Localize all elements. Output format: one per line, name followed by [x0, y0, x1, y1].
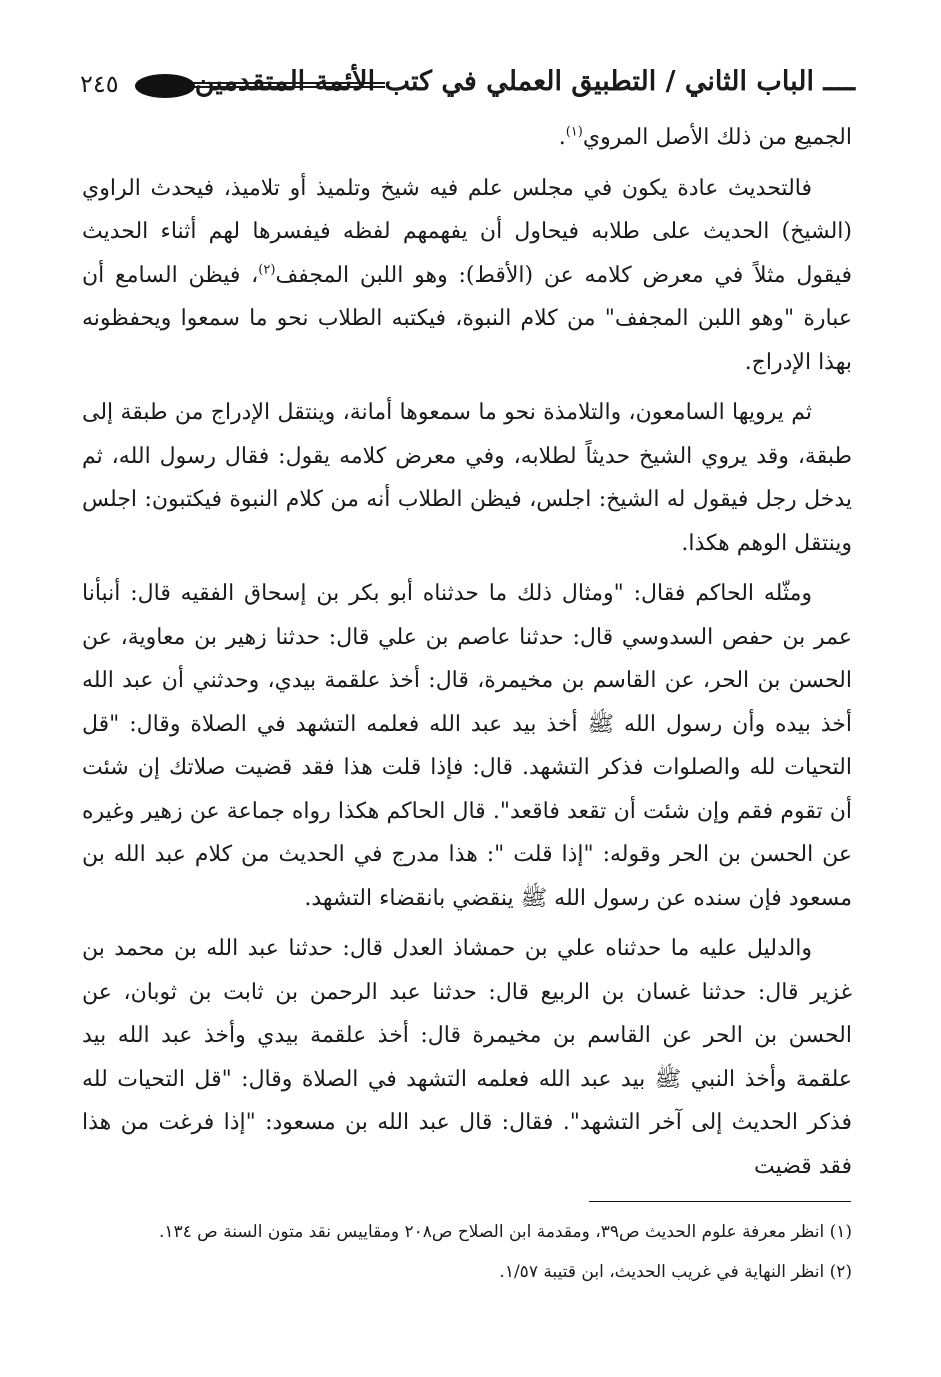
- footnote-1: (١) انظر معرفة علوم الحديث ص٣٩، ومقدمة ابن الصلاح ص٢٠٨ ومقاييس نقد متون السنة ص ١٣٤.: [158, 1222, 852, 1242]
- footnote-ref-2[interactable]: (٢): [258, 262, 276, 278]
- footnote-2: (٢) انظر النهاية في غريب الحديث، ابن قتيبة ١/٥٧.: [499, 1262, 852, 1282]
- paragraph-2-tail: ، فيظن السامع أن عبارة "وهو اللبن المجفف" من كلام النبوة، فيكتبه الطلاب نحو ما سمعوا ويحفظونه بهذا الإدراج.: [82, 262, 852, 375]
- paragraph-1-tail: .: [558, 125, 566, 150]
- running-header: [80, 62, 855, 112]
- page-number: ٢٤٥: [80, 70, 119, 98]
- paragraph-5: والدليل عليه ما حدثناه علي بن حمشاذ العدل قال: حدثنا عبد الله بن محمد بن غزير قال: حدثنا غسان بن الربيع قال: حدثنا عبد الرحمن بن ثابت بن ثوبان، عن الحسن بن الحر عن القاسم بن مخيمرة قال: أخذ علقمة بيدي وأخذ عبد الله بيد علقمة وأخذ النبي ﷺ بيد عبد الله فعلمه التشهد في الصلاة وقال: "قل التحيات لله فذكر الحديث إلى آخر التشهد". فقال: قال عبد الله بن مسعود: "إذا فرغت من هذا فقد قضيت: [82, 936, 852, 1179]
- chapter-title: ــــ الباب الثاني / التطبيق العملي في كتب الأئمة المتقدمين: [194, 66, 855, 97]
- paragraph-2: [82, 167, 852, 385]
- footnote-ref-1[interactable]: (١): [565, 124, 583, 140]
- footnotes: [82, 1214, 852, 1294]
- paragraph-2-text: فالتحديث عادة يكون في مجلس علم فيه شيخ وتلميذ أو تلاميذ، فيحدث الراوي (الشيخ) الحديث على طلابه فيحاول أن يفهمهم لفظه فيفسرها لهم أثناء الحديث فيقول مثلاً في معرض كلامه عن (الأقط): وهو اللبن المجفف: [82, 175, 853, 288]
- footnote-separator: [589, 1201, 851, 1202]
- paragraph-1-text: الجميع من ذلك الأصل المروي: [582, 125, 852, 150]
- paragraph-4: ومثّله الحاكم فقال: "ومثال ذلك ما حدثناه أبو بكر بن إسحاق الفقيه قال: أنبأنا عمر بن حفص السدوسي قال: حدثنا عاصم بن علي قال: حدثنا زهير بن معاوية، عن الحسن بن الحر، عن القاسم بن مخيمرة، قال: أخذ علقمة بيدي، وحدثني أن عبد الله أخذ بيده وأن رسول الله ﷺ أخذ بيد عبد الله فعلمه التشهد في الصلاة وقال: "قل التحيات لله والصلوات فذكر التشهد. قال: فإذا قلت هذا فقد قضيت صلاتك إن شئت أن تقوم فقم وإن شئت أن تقعد فاقعد". قال الحاكم هكذا رواه جماعة عن زهير وغيره عن الحسن بن الحر وقوله: "إذا قلت ": هذا مدرج في الحديث من كلام عبد الله بن مسعود فإن سنده عن رسول الله ﷺ ينقضي بانقضاء التشهد.: [82, 581, 852, 911]
- header-ornament: [135, 74, 195, 98]
- header-double-rule: [185, 82, 385, 88]
- paragraph-1: [82, 116, 852, 160]
- main-text: [82, 116, 852, 1195]
- paragraph-3: ثم يرويها السامعون، والتلامذة نحو ما سمعوها أمانة، وينتقل الإدراج من طبقة إلى طبقة، وقد يروي الشيخ حديثاً لطلابه، وفي معرض كلامه يقول: فقال رسول الله، ثم يدخل رجل فيقول له الشيخ: اجلس، فيظن الطلاب أنه من كلام النبوة فيكتبون: اجلس وينتقل الوهم هكذا.: [82, 400, 852, 556]
